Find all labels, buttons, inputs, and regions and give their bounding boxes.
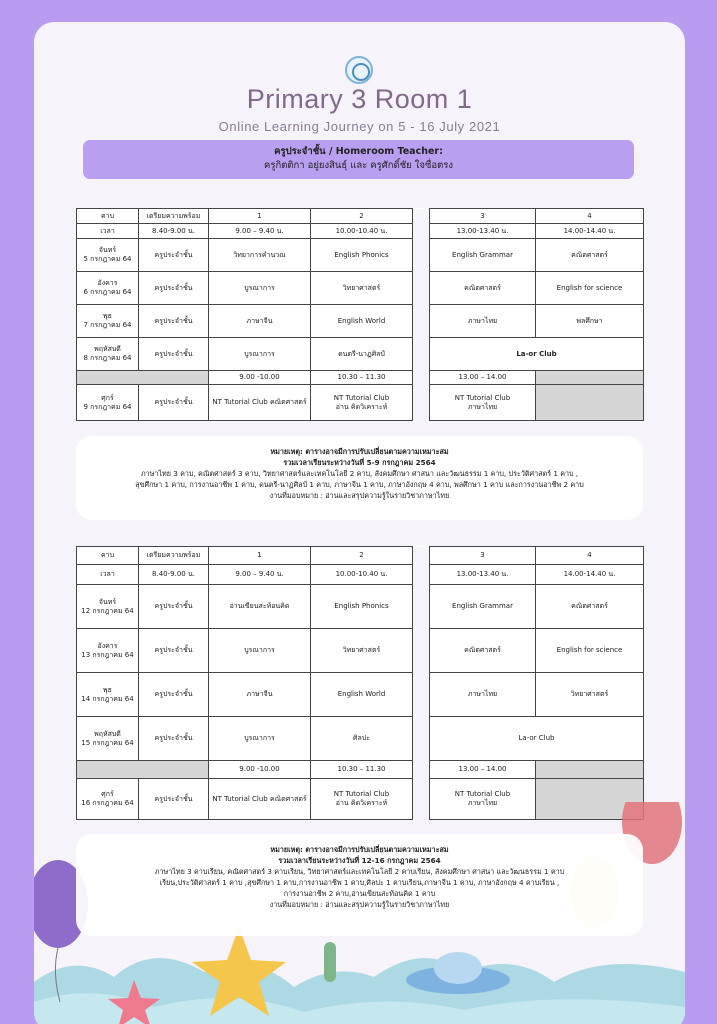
header-cell: 1 xyxy=(209,209,311,224)
header-cell: 2 xyxy=(311,209,413,224)
time-cell: 8.40-9.00 น. xyxy=(139,565,209,585)
prep-cell: ครูประจำชั้น xyxy=(139,385,209,421)
table-row xyxy=(77,305,644,338)
header-cell: คาบ xyxy=(77,209,139,224)
header-cell: คาบ xyxy=(77,547,139,565)
header-cell: 4 xyxy=(536,209,644,224)
subject-cell: ดนตรี-นาฏศิลป์ xyxy=(311,338,413,371)
subject-line: NT Tutorial Club xyxy=(454,393,511,402)
lunch-gap xyxy=(413,385,430,421)
header-cell: เตรียมความพร้อม xyxy=(139,547,209,565)
table-row xyxy=(77,629,644,673)
note-line: รวมเวลาเรียนระหว่างวันที่ 12-16 กรกฎาคม 2564 xyxy=(278,856,441,865)
subject-line: NT Tutorial Club xyxy=(454,790,511,798)
subject-cell xyxy=(430,385,536,421)
time-cell: 9.00 – 9.40 น. xyxy=(209,224,311,239)
subject-cell: คณิตศาสตร์ xyxy=(430,272,536,305)
prep-cell: ครูประจำชั้น xyxy=(139,673,209,717)
subject-cell: English World xyxy=(311,305,413,338)
day-date: 14 กรกฎาคม 64 xyxy=(81,694,134,703)
subject-line: ภาษาไทย xyxy=(467,402,498,411)
note-line: ภาษาไทย 3 คาบเรียน, คณิตศาสตร์ 3 คาบเรียน, วิทยาศาสตร์และเทคโนโลยี 2 คาบเรียน, สังคมศึกษา ศาสนา และวัฒนธรรม 1 คาบ xyxy=(154,867,565,876)
day-name: พฤหัสบดี xyxy=(94,345,121,353)
time-row xyxy=(77,224,644,239)
subject-cell: คณิตศาสตร์ xyxy=(536,239,644,272)
note-line: หมายเหตุ: ตารางอาจมีการปรับเปลี่ยนตามความเหมาะสม xyxy=(270,447,449,456)
day-date: 12 กรกฎาคม 64 xyxy=(81,606,134,615)
header-cell: เตรียมความพร้อม xyxy=(139,209,209,224)
subject-cell: บูรณาการ xyxy=(209,338,311,371)
schedule-sheet xyxy=(34,22,685,1024)
subject-cell: NT Tutorial Club คณิตศาสตร์ xyxy=(209,779,311,820)
day-cell xyxy=(77,305,139,338)
time-cell: 14.00-14.40 น. xyxy=(536,565,644,585)
day-cell xyxy=(77,385,139,421)
table-row xyxy=(77,717,644,761)
prep-cell: ครูประจำชั้น xyxy=(139,585,209,629)
day-name: พฤหัสบดี xyxy=(94,729,121,738)
day-date: 15 กรกฎาคม 64 xyxy=(81,738,134,747)
time-cell: 8.40-9.00 น. xyxy=(139,224,209,239)
note-line: รวมเวลาเรียนระหว่างวันที่ 5-9 กรกฎาคม 2564 xyxy=(283,458,436,467)
subject-cell: English Phonics xyxy=(311,239,413,272)
subject-cell: English Phonics xyxy=(311,585,413,629)
school-logo xyxy=(345,56,373,84)
day-name: อังคาร xyxy=(97,279,118,287)
subject-line: NT Tutorial Club xyxy=(333,393,390,402)
note-line: หมายเหตุ: ตารางอาจมีการปรับเปลี่ยนตามความเหมาะสม xyxy=(270,845,449,854)
note-line: ภาษาไทย 3 คาบ, คณิตศาสตร์ 3 คาบ, วิทยาศาสตร์และเทคโนโลยี 2 คาบ, สังคมศึกษา ศาสนา และวัฒนธรรม 1 คาบ, ประวัติศาสตร์ 1 คาบ , xyxy=(140,469,579,478)
time-cell: 10.00-10.40 น. xyxy=(311,565,413,585)
subject-cell: ภาษาไทย xyxy=(430,673,536,717)
subject-cell: ภาษาจีน xyxy=(209,305,311,338)
subject-cell: NT Tutorial Club คณิตศาสตร์ xyxy=(209,385,311,421)
subject-cell: วิทยาศาสตร์ xyxy=(311,272,413,305)
day-date: 9 กรกฎาคม 64 xyxy=(83,402,132,411)
day-cell xyxy=(77,239,139,272)
header-cell: 3 xyxy=(430,547,536,565)
header-cell: 2 xyxy=(311,547,413,565)
table-row xyxy=(77,585,644,629)
note-line: เรียน,ประวัติศาสตร์ 1 คาบ ,สุขศึกษา 1 คาบ,การงานอาชีพ 1 คาบ,ศิลปะ 1 คาบเรียน,ภาษาจีน 1 คาบ, ภาษาอังกฤษ 4 คาบเรียน , xyxy=(159,878,560,887)
table-row xyxy=(77,338,644,371)
day-date: 8 กรกฎาคม 64 xyxy=(83,354,132,362)
time-cell: 13.00 – 14.00 xyxy=(430,761,536,779)
subject-cell: วิทยาศาสตร์ xyxy=(311,629,413,673)
time-cell: 9.00 – 9.40 น. xyxy=(209,565,311,585)
day-cell xyxy=(77,717,139,761)
blank-cell xyxy=(536,761,644,779)
subject-cell: บูรณาการ xyxy=(209,629,311,673)
day-name: จันทร์ xyxy=(98,246,117,254)
subject-cell: คณิตศาสตร์ xyxy=(430,629,536,673)
prep-cell: ครูประจำชั้น xyxy=(139,239,209,272)
header-cell: 4 xyxy=(536,547,644,565)
prep-cell: ครูประจำชั้น xyxy=(139,717,209,761)
time-cell: 13.00 – 14.00 xyxy=(430,371,536,385)
subject-cell: English World xyxy=(311,673,413,717)
club-cell: La-or Club xyxy=(430,717,644,761)
prep-cell: ครูประจำชั้น xyxy=(139,779,209,820)
prep-cell: ครูประจำชั้น xyxy=(139,629,209,673)
subject-cell: ภาษาจีน xyxy=(209,673,311,717)
note-line: งานที่มอบหมาย : อ่านและสรุปความรู้ในรายวิชาภาษาไทย xyxy=(269,900,450,909)
subject-cell: ภาษาไทย xyxy=(430,305,536,338)
subject-cell: English Grammar xyxy=(430,239,536,272)
day-date: 5 กรกฎาคม 64 xyxy=(83,255,132,263)
prep-cell: ครูประจำชั้น xyxy=(139,305,209,338)
cactus-icon xyxy=(324,942,336,982)
day-name: อังคาร xyxy=(97,641,118,650)
subject-cell: อ่านเขียนสะท้อนคิด xyxy=(209,585,311,629)
lunch-gap xyxy=(413,209,430,385)
subject-cell: พลศึกษา xyxy=(536,305,644,338)
header-cell: 1 xyxy=(209,547,311,565)
time-cell: 10.00-10.40 น. xyxy=(311,224,413,239)
day-cell xyxy=(77,673,139,717)
homeroom-banner xyxy=(83,140,634,179)
subject-line: NT Tutorial Club xyxy=(333,790,390,798)
lunch-gap xyxy=(413,547,430,779)
subject-cell: คณิตศาสตร์ xyxy=(536,585,644,629)
day-name: จันทร์ xyxy=(98,597,117,606)
table-row xyxy=(77,673,644,717)
day-date: 6 กรกฎาคม 64 xyxy=(83,288,132,296)
subject-cell: วิทยาการคำนวณ xyxy=(209,239,311,272)
time-cell: 10.30 – 11.30 xyxy=(311,761,413,779)
time-cell: 9.00 -10.00 xyxy=(209,371,311,385)
page-subtitle: Online Learning Journey on 5 - 16 July 2021 xyxy=(218,119,501,134)
subject-line: ภาษาไทย xyxy=(467,799,498,807)
day-date: 13 กรกฎาคม 64 xyxy=(81,650,134,659)
subject-cell xyxy=(311,385,413,421)
subject-line: อ่าน คิดวิเคราะห์ xyxy=(335,799,388,807)
friday-time-row xyxy=(77,371,644,385)
friday-time-row xyxy=(77,761,644,779)
day-name: ศุกร์ xyxy=(101,393,114,402)
schedule-table-week1 xyxy=(76,208,644,421)
time-cell: 9.00 -10.00 xyxy=(209,761,311,779)
time-row xyxy=(77,565,644,585)
subject-cell: บูรณาการ xyxy=(209,272,311,305)
time-cell: 10.30 – 11.30 xyxy=(311,371,413,385)
time-cell: 13.00-13.40 น. xyxy=(430,565,536,585)
page-title: Primary 3 Room 1 xyxy=(246,84,473,114)
time-cell: 13.00-13.40 น. xyxy=(430,224,536,239)
ufo-dome xyxy=(434,952,482,984)
day-name: ศุกร์ xyxy=(101,790,114,798)
subject-cell: English Grammar xyxy=(430,585,536,629)
note-line: งานที่มอบหมาย : อ่านและสรุปความรู้ในรายวิชาภาษาไทย xyxy=(269,491,450,500)
day-cell xyxy=(77,585,139,629)
subject-cell: English for science xyxy=(536,629,644,673)
blank-cell xyxy=(77,761,209,779)
club-cell: La-or Club xyxy=(430,338,644,371)
subject-cell: วิทยาศาสตร์ xyxy=(536,673,644,717)
table-header-row xyxy=(77,209,644,224)
subject-line: อ่าน คิดวิเคราะห์ xyxy=(335,402,388,411)
note-line: การงานอาชีพ 2 คาบ,อ่านเขียนสะท้อนคิด 1 คาบ xyxy=(283,889,436,898)
homeroom-heading: ครูประจำชั้น / Homeroom Teacher: xyxy=(274,146,443,157)
subject-cell: English for science xyxy=(536,272,644,305)
table-row xyxy=(77,239,644,272)
day-date: 16 กรกฎาคม 64 xyxy=(81,799,134,807)
header-cell: 3 xyxy=(430,209,536,224)
blank-cell xyxy=(536,385,644,421)
time-label: เวลา xyxy=(77,224,139,239)
note-box-week2 xyxy=(76,834,643,936)
table-header-row xyxy=(77,547,644,565)
table-row xyxy=(77,385,644,421)
schedule-table-week2 xyxy=(76,546,644,820)
blank-cell xyxy=(536,371,644,385)
subject-cell: ศิลปะ xyxy=(311,717,413,761)
time-cell: 14.00-14.40 น. xyxy=(536,224,644,239)
day-date: 7 กรกฎาคม 64 xyxy=(83,321,132,329)
day-cell xyxy=(77,338,139,371)
prep-cell: ครูประจำชั้น xyxy=(139,338,209,371)
prep-cell: ครูประจำชั้น xyxy=(139,272,209,305)
day-cell xyxy=(77,629,139,673)
note-line: สุขศึกษา 1 คาบ, การงานอาชีพ 1 คาบ, ดนตรี-นาฏศิลป์ 1 คาบ, ภาษาจีน 1 คาบ, ภาษาอังกฤษ 4 คาบ, พลศึกษา 1 คาบ และการงานอาชีพ 2 คาบ xyxy=(135,480,584,489)
day-name: พุธ xyxy=(103,685,112,694)
homeroom-names: ครูกิตติกา อยู่ยงสินธุ์ และ ครูศักดิ์ชัย ใจซื่อตรง xyxy=(263,160,454,171)
note-box-week1 xyxy=(76,436,643,520)
day-name: พุธ xyxy=(103,312,112,320)
blank-cell xyxy=(77,371,209,385)
day-cell xyxy=(77,272,139,305)
time-label: เวลา xyxy=(77,565,139,585)
table-row xyxy=(77,272,644,305)
subject-cell: บูรณาการ xyxy=(209,717,311,761)
